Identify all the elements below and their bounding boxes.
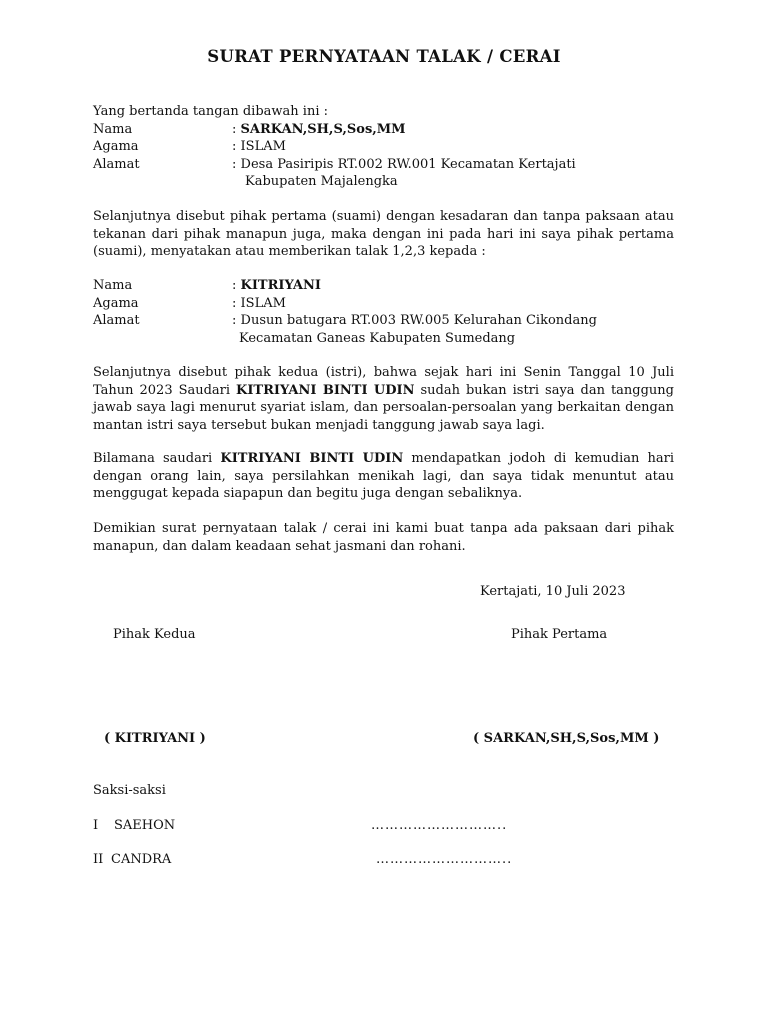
paragraph-3 [93,450,674,503]
name-label: Nama [93,278,133,293]
first-party-address-line-2: Kabupaten Majalengka [245,174,398,189]
colon: : [232,121,237,137]
place-date: Kertajati, 10 Juli 2023 [480,584,626,599]
paragraph-3-text-c: mendapatkan jodoh di kemudian hari dengan orang lain, saya persilahkan menikah lagi, dan saya tidak menuntut atau menggugat kepada siapapun dan begitu juga dengan sebaliknya. [93,451,674,501]
witness-2-name: CANDRA [111,852,172,867]
second-party-address-line-2: Kecamatan Ganeas Kabupaten Sumedang [239,330,516,346]
first-party-block [93,103,674,191]
first-party-name: SARKAN,SH,S,Sos,MM [240,121,406,137]
paragraph-1: Selanjutnya disebut pihak pertama (suami) dengan kesadaran dan tanpa paksaan atau tekanan dari pihak manapun juga, maka dengan ini pada hari ini saya pihak pertama (suami), menyatakan atau memberikan talak 1,2,3 kepada : [93,209,674,259]
witness-2-signature-line: ……………………….. [376,852,513,867]
witness-1-name: SAEHON [114,818,176,833]
witnesses-heading: Saksi-saksi [93,783,166,798]
colon: : [232,278,237,293]
witness-1-number: I [93,818,99,833]
document-title: SURAT PERNYATAAN TALAK / CERAI [207,47,561,66]
first-party-religion: ISLAM [240,139,286,154]
first-party-address-line-1: Desa Pasiripis RT.002 RW.001 Kecamatan Kertajati [240,156,576,172]
second-party-address-line-1: Dusun batugara RT.003 RW.005 Kelurahan Cikondang [240,313,597,328]
colon: : [232,139,237,154]
paragraph-4: Demikian surat pernyataan talak / cerai ini kami buat tanpa ada paksaan dari pihak manapun, dan dalam keadaan sehat jasmani dan rohani. [93,521,674,554]
wife-full-name: KITRIYANI BINTI UDIN [220,451,404,466]
first-party-sign-label: Pihak Pertama [511,627,608,642]
religion-label: Agama [93,295,139,311]
paragraph-2-text-a: Selanjutnya disebut pihak kedua (istri), bahwa sejak hari ini Senin Tanggal 10 Juli Tahun 2023 Saudari [93,365,674,398]
intro-text: Yang bertanda tangan dibawah ini : [93,104,328,119]
paragraph-3-text-a: Bilamana saudari [93,451,221,466]
colon: : [232,295,237,311]
second-party-signature-name: ( KITRIYANI ) [104,731,206,746]
address-label: Alamat [93,156,140,172]
first-party-signature-name: ( SARKAN,SH,S,Sos,MM ) [473,731,660,746]
second-party-religion: ISLAM [240,295,286,311]
name-label: Nama [93,121,133,137]
religion-label: Agama [93,139,139,154]
second-party-sign-label: Pihak Kedua [113,627,196,642]
second-party-name: KITRIYANI [240,278,321,293]
witness-2-number: II [93,852,104,867]
address-label: Alamat [93,313,140,328]
witness-1-signature-line: ……………………….. [371,818,508,833]
colon: : [232,313,237,328]
wife-full-name: KITRIYANI BINTI UDIN [236,382,415,398]
colon: : [232,156,237,172]
paragraph-2-text-c: sudah bukan istri saya dan tanggung jawab saya lagi menurut syariat islam, dan persoalan-persoalan yang berkaitan dengan mantan istri saya tersebut bukan menjadi tanggung jawab saya lagi. [93,382,675,433]
second-party-block [93,277,674,347]
paragraph-2 [93,364,674,434]
